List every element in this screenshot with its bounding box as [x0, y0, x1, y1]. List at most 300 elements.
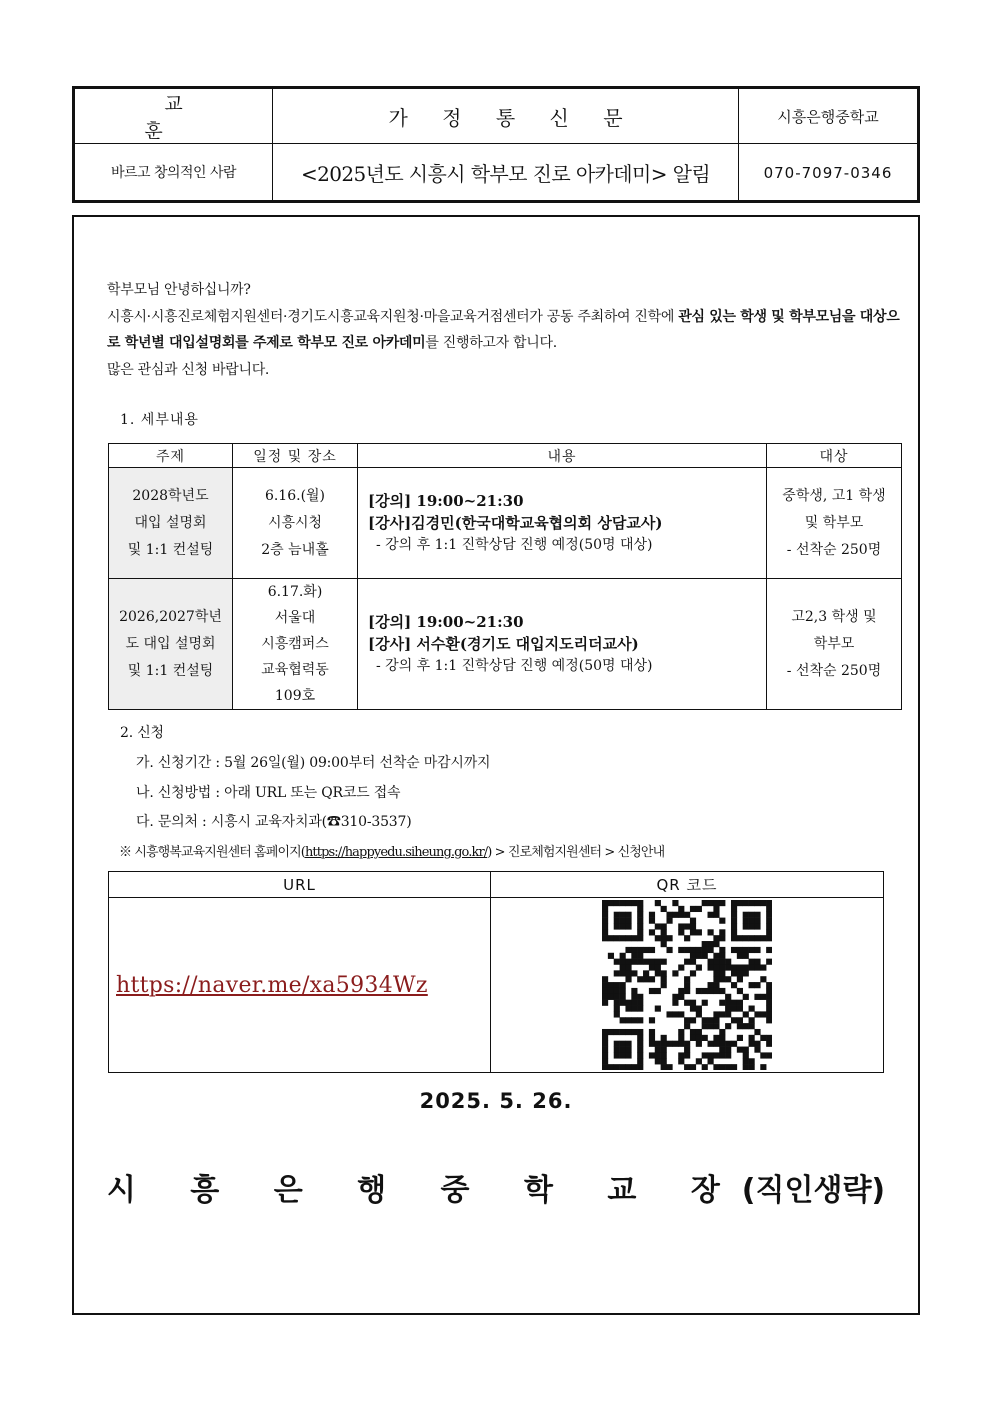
qr-module: [631, 994, 637, 1000]
qr-module: [655, 988, 661, 994]
qr-module: [731, 906, 737, 912]
topic-cell: [109, 468, 233, 579]
qr-module: [737, 988, 743, 994]
qr-module: [713, 976, 719, 982]
qr-module: [737, 1035, 743, 1041]
qr-module: [649, 1035, 655, 1041]
qr-module: [731, 1064, 737, 1070]
qr-module: [713, 900, 719, 906]
qr-module: [731, 1006, 737, 1012]
qr-module: [696, 964, 702, 970]
url-qr-table: [108, 871, 884, 1073]
qr-module: [754, 900, 760, 906]
qr-module: [684, 1052, 690, 1058]
schedule-line: 6.16.(월): [264, 487, 326, 504]
target-cell: [767, 579, 902, 710]
qr-module: [690, 906, 696, 912]
qr-module: [655, 935, 661, 941]
qr-module: [708, 1058, 714, 1064]
qr-module: [719, 976, 725, 982]
qr-module: [614, 994, 620, 1000]
qr-module: [631, 959, 637, 965]
qr-module: [678, 994, 684, 1000]
qr-module: [631, 1029, 637, 1035]
qr-module: [743, 912, 749, 918]
qr-module: [684, 982, 690, 988]
qr-module: [749, 982, 755, 988]
qr-module: [678, 906, 684, 912]
col-header-schedule: 일정 및 장소: [233, 444, 358, 468]
qr-module: [760, 994, 766, 1000]
qr-module: [737, 964, 743, 970]
qr-module: [625, 935, 631, 941]
qr-module: [702, 953, 708, 959]
lecture-time: [강의] 19:00~21:30: [368, 613, 524, 631]
content-cell: [358, 579, 767, 710]
qr-module: [737, 1006, 743, 1012]
qr-module: [631, 970, 637, 976]
qr-module: [614, 935, 620, 941]
qr-module: [655, 900, 661, 906]
qr-module: [696, 906, 702, 912]
qr-module: [731, 918, 737, 924]
qr-module: [666, 912, 672, 918]
qr-module: [713, 959, 719, 965]
qr-module: [655, 1052, 661, 1058]
qr-module: [678, 964, 684, 970]
qr-module: [661, 976, 667, 982]
qr-module: [766, 900, 772, 906]
qr-module: [749, 1058, 755, 1064]
qr-module: [684, 947, 690, 953]
qr-module: [661, 1041, 667, 1047]
qr-module: [754, 1047, 760, 1053]
schedule-cell: [233, 579, 358, 710]
letter-body: [72, 215, 920, 1315]
qr-module: [620, 1029, 626, 1035]
motto: 바르고 창의적인 사람: [110, 165, 237, 181]
qr-module: [719, 988, 725, 994]
qr-module: [614, 900, 620, 906]
qr-module: [708, 982, 714, 988]
qr-module: [749, 1017, 755, 1023]
qr-module: [766, 1052, 772, 1058]
qr-module: [766, 1041, 772, 1047]
qr-module: [666, 1011, 672, 1017]
qr-module: [725, 1047, 731, 1053]
qr-module: [684, 959, 690, 965]
qr-module: [766, 947, 772, 953]
qr-module: [602, 1058, 608, 1064]
homepage-link[interactable]: https://happyedu.siheung.go.kr/: [304, 845, 488, 860]
qr-module: [719, 1052, 725, 1058]
qr-module: [737, 900, 743, 906]
qr-module: [631, 935, 637, 941]
qr-module: [661, 923, 667, 929]
qr-module: [684, 1023, 690, 1029]
qr-module: [725, 1006, 731, 1012]
target-line: - 선착순 250명: [786, 541, 882, 558]
qr-module: [661, 1058, 667, 1064]
topic-line: 대입 설명회: [134, 514, 207, 531]
qr-module: [614, 970, 620, 976]
qr-module: [719, 947, 725, 953]
qr-module: [637, 906, 643, 912]
qr-module: [719, 970, 725, 976]
qr-module: [749, 964, 755, 970]
qr-module: [637, 1064, 643, 1070]
qr-module: [666, 918, 672, 924]
intro-body-a: 시흥시·시흥진로체험지원센터·경기도시흥교육지원청·마을교육거점센터가 공동 주최하여 진학에: [107, 308, 679, 325]
qr-module: [737, 1017, 743, 1023]
qr-module: [678, 1029, 684, 1035]
qr-module: [749, 1006, 755, 1012]
qr-module: [602, 929, 608, 935]
qr-module: [655, 970, 661, 976]
qr-module: [684, 935, 690, 941]
qr-module: [602, 918, 608, 924]
qr-module: [743, 1011, 749, 1017]
qr-module: [743, 923, 749, 929]
qr-module: [743, 1047, 749, 1053]
qr-module: [766, 1006, 772, 1012]
qr-module: [684, 988, 690, 994]
qr-module: [655, 1006, 661, 1012]
qr-module: [743, 994, 749, 1000]
qr-module: [754, 912, 760, 918]
qr-module: [713, 988, 719, 994]
qr-module: [749, 1023, 755, 1029]
qr-module: [725, 1064, 731, 1070]
qr-module: [655, 1058, 661, 1064]
qr-module: [643, 976, 649, 982]
qr-module: [625, 1006, 631, 1012]
qr-module: [731, 900, 737, 906]
qr-module: [766, 994, 772, 1000]
qr-module: [754, 923, 760, 929]
qr-module: [690, 1029, 696, 1035]
qr-module: [708, 941, 714, 947]
qr-module: [754, 994, 760, 1000]
qr-module: [602, 982, 608, 988]
qr-module: [661, 982, 667, 988]
qr-module: [614, 923, 620, 929]
qr-module: [678, 912, 684, 918]
qr-code-icon[interactable]: [602, 900, 772, 1070]
doc-title-cell: [273, 89, 739, 144]
qr-module: [620, 1047, 626, 1053]
qr-module: [672, 970, 678, 976]
qr-module: [719, 1035, 725, 1041]
qr-module: [725, 1052, 731, 1058]
qr-module: [643, 970, 649, 976]
qr-module: [737, 1047, 743, 1053]
qr-module: [713, 1041, 719, 1047]
qr-module: [696, 1035, 702, 1041]
qr-module: [608, 1064, 614, 1070]
qr-module: [637, 923, 643, 929]
qr-module: [719, 935, 725, 941]
qr-module: [743, 970, 749, 976]
qr-module: [749, 900, 755, 906]
qr-module: [649, 959, 655, 965]
qr-module: [690, 918, 696, 924]
qr-module: [649, 1029, 655, 1035]
qr-module: [620, 970, 626, 976]
qr-module: [766, 906, 772, 912]
qr-module: [708, 1017, 714, 1023]
homepage-note: [119, 841, 664, 860]
qr-module: [713, 906, 719, 912]
qr-module: [661, 935, 667, 941]
qr-module: [731, 964, 737, 970]
signer-name: 시 흥 은 행 중 학 교 장: [106, 1173, 742, 1208]
qr-module: [625, 918, 631, 924]
qr-module: [637, 1000, 643, 1006]
qr-module: [696, 947, 702, 953]
qr-module: [719, 1029, 725, 1035]
qr-module: [684, 1064, 690, 1070]
qr-module: [708, 964, 714, 970]
qr-module: [760, 1052, 766, 1058]
qr-module: [760, 976, 766, 982]
qr-module: [731, 923, 737, 929]
qr-module: [625, 923, 631, 929]
qr-module: [678, 929, 684, 935]
qr-module: [684, 1017, 690, 1023]
note-suffix: ) > 진로체험지원센터 > 신청안내: [487, 845, 665, 860]
qr-module: [637, 1035, 643, 1041]
qr-module: [672, 1011, 678, 1017]
qr-module: [713, 964, 719, 970]
qr-module: [661, 1035, 667, 1041]
qr-module: [702, 947, 708, 953]
qr-module: [625, 1052, 631, 1058]
qr-module: [766, 918, 772, 924]
qr-module: [725, 994, 731, 1000]
qr-module: [637, 1058, 643, 1064]
qr-module: [614, 988, 620, 994]
qr-module: [719, 1041, 725, 1047]
qr-module: [602, 923, 608, 929]
qr-module: [649, 988, 655, 994]
qr-module: [731, 982, 737, 988]
qr-module: [637, 912, 643, 918]
col-header-target: 대상: [767, 444, 902, 468]
qr-module: [766, 912, 772, 918]
qr-module: [625, 1041, 631, 1047]
qr-module: [649, 918, 655, 924]
target-cell: [767, 468, 902, 579]
qr-module: [713, 1064, 719, 1070]
qr-module: [731, 1041, 737, 1047]
qr-module: [713, 1017, 719, 1023]
qr-module: [602, 1064, 608, 1070]
qr-module: [637, 929, 643, 935]
qr-module: [754, 959, 760, 965]
qr-module: [661, 906, 667, 912]
intro-body: [107, 304, 907, 357]
doc-title: 가 정 통 신 문: [388, 105, 637, 130]
notice-title-cell: [273, 144, 739, 201]
qr-module: [690, 923, 696, 929]
qr-module: [690, 1017, 696, 1023]
lecture-time: [강의] 19:00~21:30: [368, 492, 524, 510]
qr-module: [649, 976, 655, 982]
qr-module: [620, 912, 626, 918]
qr-module: [672, 994, 678, 1000]
qr-module: [731, 1000, 737, 1006]
note-prefix: ※ 시흥행복교육지원센터 홈페이지(: [119, 845, 305, 860]
qr-module: [684, 912, 690, 918]
qr-module: [708, 1041, 714, 1047]
qr-module: [719, 953, 725, 959]
qr-module: [620, 1052, 626, 1058]
qr-module: [725, 964, 731, 970]
qr-module: [649, 947, 655, 953]
qr-module: [608, 953, 614, 959]
qr-module: [754, 964, 760, 970]
target-line: 중학생, 고1 학생: [782, 487, 886, 504]
closing: 많은 관심과 신청 바랍니다.: [107, 361, 270, 378]
qr-module: [754, 982, 760, 988]
speaker: [강사] 서수환(경기도 대입지도리더교사): [368, 635, 639, 653]
qr-module: [637, 947, 643, 953]
qr-module: [614, 959, 620, 965]
qr-module: [637, 1029, 643, 1035]
content-cell: [358, 468, 767, 579]
qr-module: [602, 988, 608, 994]
qr-module: [631, 988, 637, 994]
school-name-cell: [739, 89, 918, 144]
qr-module: [631, 953, 637, 959]
qr-module: [637, 953, 643, 959]
qr-module: [731, 947, 737, 953]
qr-module: [743, 1052, 749, 1058]
motto-cell: [75, 144, 273, 201]
qr-module: [672, 1000, 678, 1006]
qr-module: [737, 976, 743, 982]
qr-module: [602, 1035, 608, 1041]
qr-module: [614, 1000, 620, 1006]
consult-note: - 강의 후 1:1 진학상담 진행 예정(50명 대상): [376, 658, 653, 674]
qr-module: [620, 900, 626, 906]
qr-module: [643, 947, 649, 953]
intro-body-bold: 관심 있는 학생 및 학부모님을 대상으로 학년별 대입설명회를 주제로 학부모 진로 아카데미: [107, 308, 900, 351]
qr-module: [625, 1064, 631, 1070]
qr-module: [620, 918, 626, 924]
qr-module: [608, 900, 614, 906]
qr-module: [743, 1064, 749, 1070]
qr-module: [713, 953, 719, 959]
topic-line: 2026,2027학년: [119, 608, 222, 625]
url-cell: [109, 898, 491, 1073]
consult-note: - 강의 후 1:1 진학상담 진행 예정(50명 대상): [376, 537, 653, 553]
qr-module: [749, 923, 755, 929]
qr-module: [625, 912, 631, 918]
qr-module: [655, 1047, 661, 1053]
qr-module: [719, 1047, 725, 1053]
speaker: [강사]김경민(한국대학교육협의회 상담교사): [368, 514, 663, 532]
qr-module: [655, 964, 661, 970]
qr-module: [702, 1023, 708, 1029]
qr-module: [625, 1017, 631, 1023]
qr-module: [631, 1017, 637, 1023]
qr-module: [625, 1029, 631, 1035]
qr-module: [713, 1023, 719, 1029]
qr-module: [678, 1011, 684, 1017]
qr-module: [743, 953, 749, 959]
schedule-table: [108, 443, 902, 710]
topic-line: 및 1:1 컨설팅: [127, 662, 214, 679]
qr-module: [608, 1029, 614, 1035]
qr-module: [731, 970, 737, 976]
qr-module: [678, 1035, 684, 1041]
qr-module: [625, 959, 631, 965]
qr-module: [655, 959, 661, 965]
principal-signature: [74, 1165, 918, 1209]
qr-module: [614, 1011, 620, 1017]
qr-module: [631, 1000, 637, 1006]
header-table: [72, 86, 920, 203]
qr-module: [637, 900, 643, 906]
qr-module: [743, 900, 749, 906]
qr-module: [725, 1000, 731, 1006]
qr-module: [620, 953, 626, 959]
school-name: 시흥은행중학교: [777, 107, 879, 126]
table-row: [109, 579, 902, 710]
qr-module: [696, 1006, 702, 1012]
qr-module: [713, 912, 719, 918]
qr-module: [749, 935, 755, 941]
qr-module: [690, 929, 696, 935]
qr-module: [602, 906, 608, 912]
schedule-line: 109호: [274, 688, 316, 704]
qr-module: [637, 994, 643, 1000]
qr-module: [602, 900, 608, 906]
qr-module: [737, 935, 743, 941]
qr-module: [625, 1047, 631, 1053]
qr-module: [749, 1041, 755, 1047]
qr-module: [649, 912, 655, 918]
qr-module: [608, 988, 614, 994]
qr-module: [614, 982, 620, 988]
qr-module: [625, 976, 631, 982]
qr-module: [637, 1047, 643, 1053]
qr-module: [637, 935, 643, 941]
qr-header: QR 코드: [491, 872, 884, 898]
qr-module: [719, 1000, 725, 1006]
qr-module: [637, 976, 643, 982]
qr-module: [749, 959, 755, 965]
qr-module: [725, 976, 731, 982]
topic-line: 도 대입 설명회: [125, 635, 216, 652]
qr-module: [743, 1058, 749, 1064]
qr-module: [766, 1035, 772, 1041]
qr-module: [725, 1041, 731, 1047]
qr-module: [602, 994, 608, 1000]
qr-module: [766, 959, 772, 965]
qr-module: [749, 912, 755, 918]
qr-module: [702, 1035, 708, 1041]
qr-module: [702, 1017, 708, 1023]
qr-module: [666, 935, 672, 941]
qr-module: [661, 941, 667, 947]
qr-module: [672, 1041, 678, 1047]
qr-module: [620, 1064, 626, 1070]
qr-module: [708, 988, 714, 994]
signup-url-link[interactable]: https://naver.me/xa5934Wz: [116, 972, 428, 998]
